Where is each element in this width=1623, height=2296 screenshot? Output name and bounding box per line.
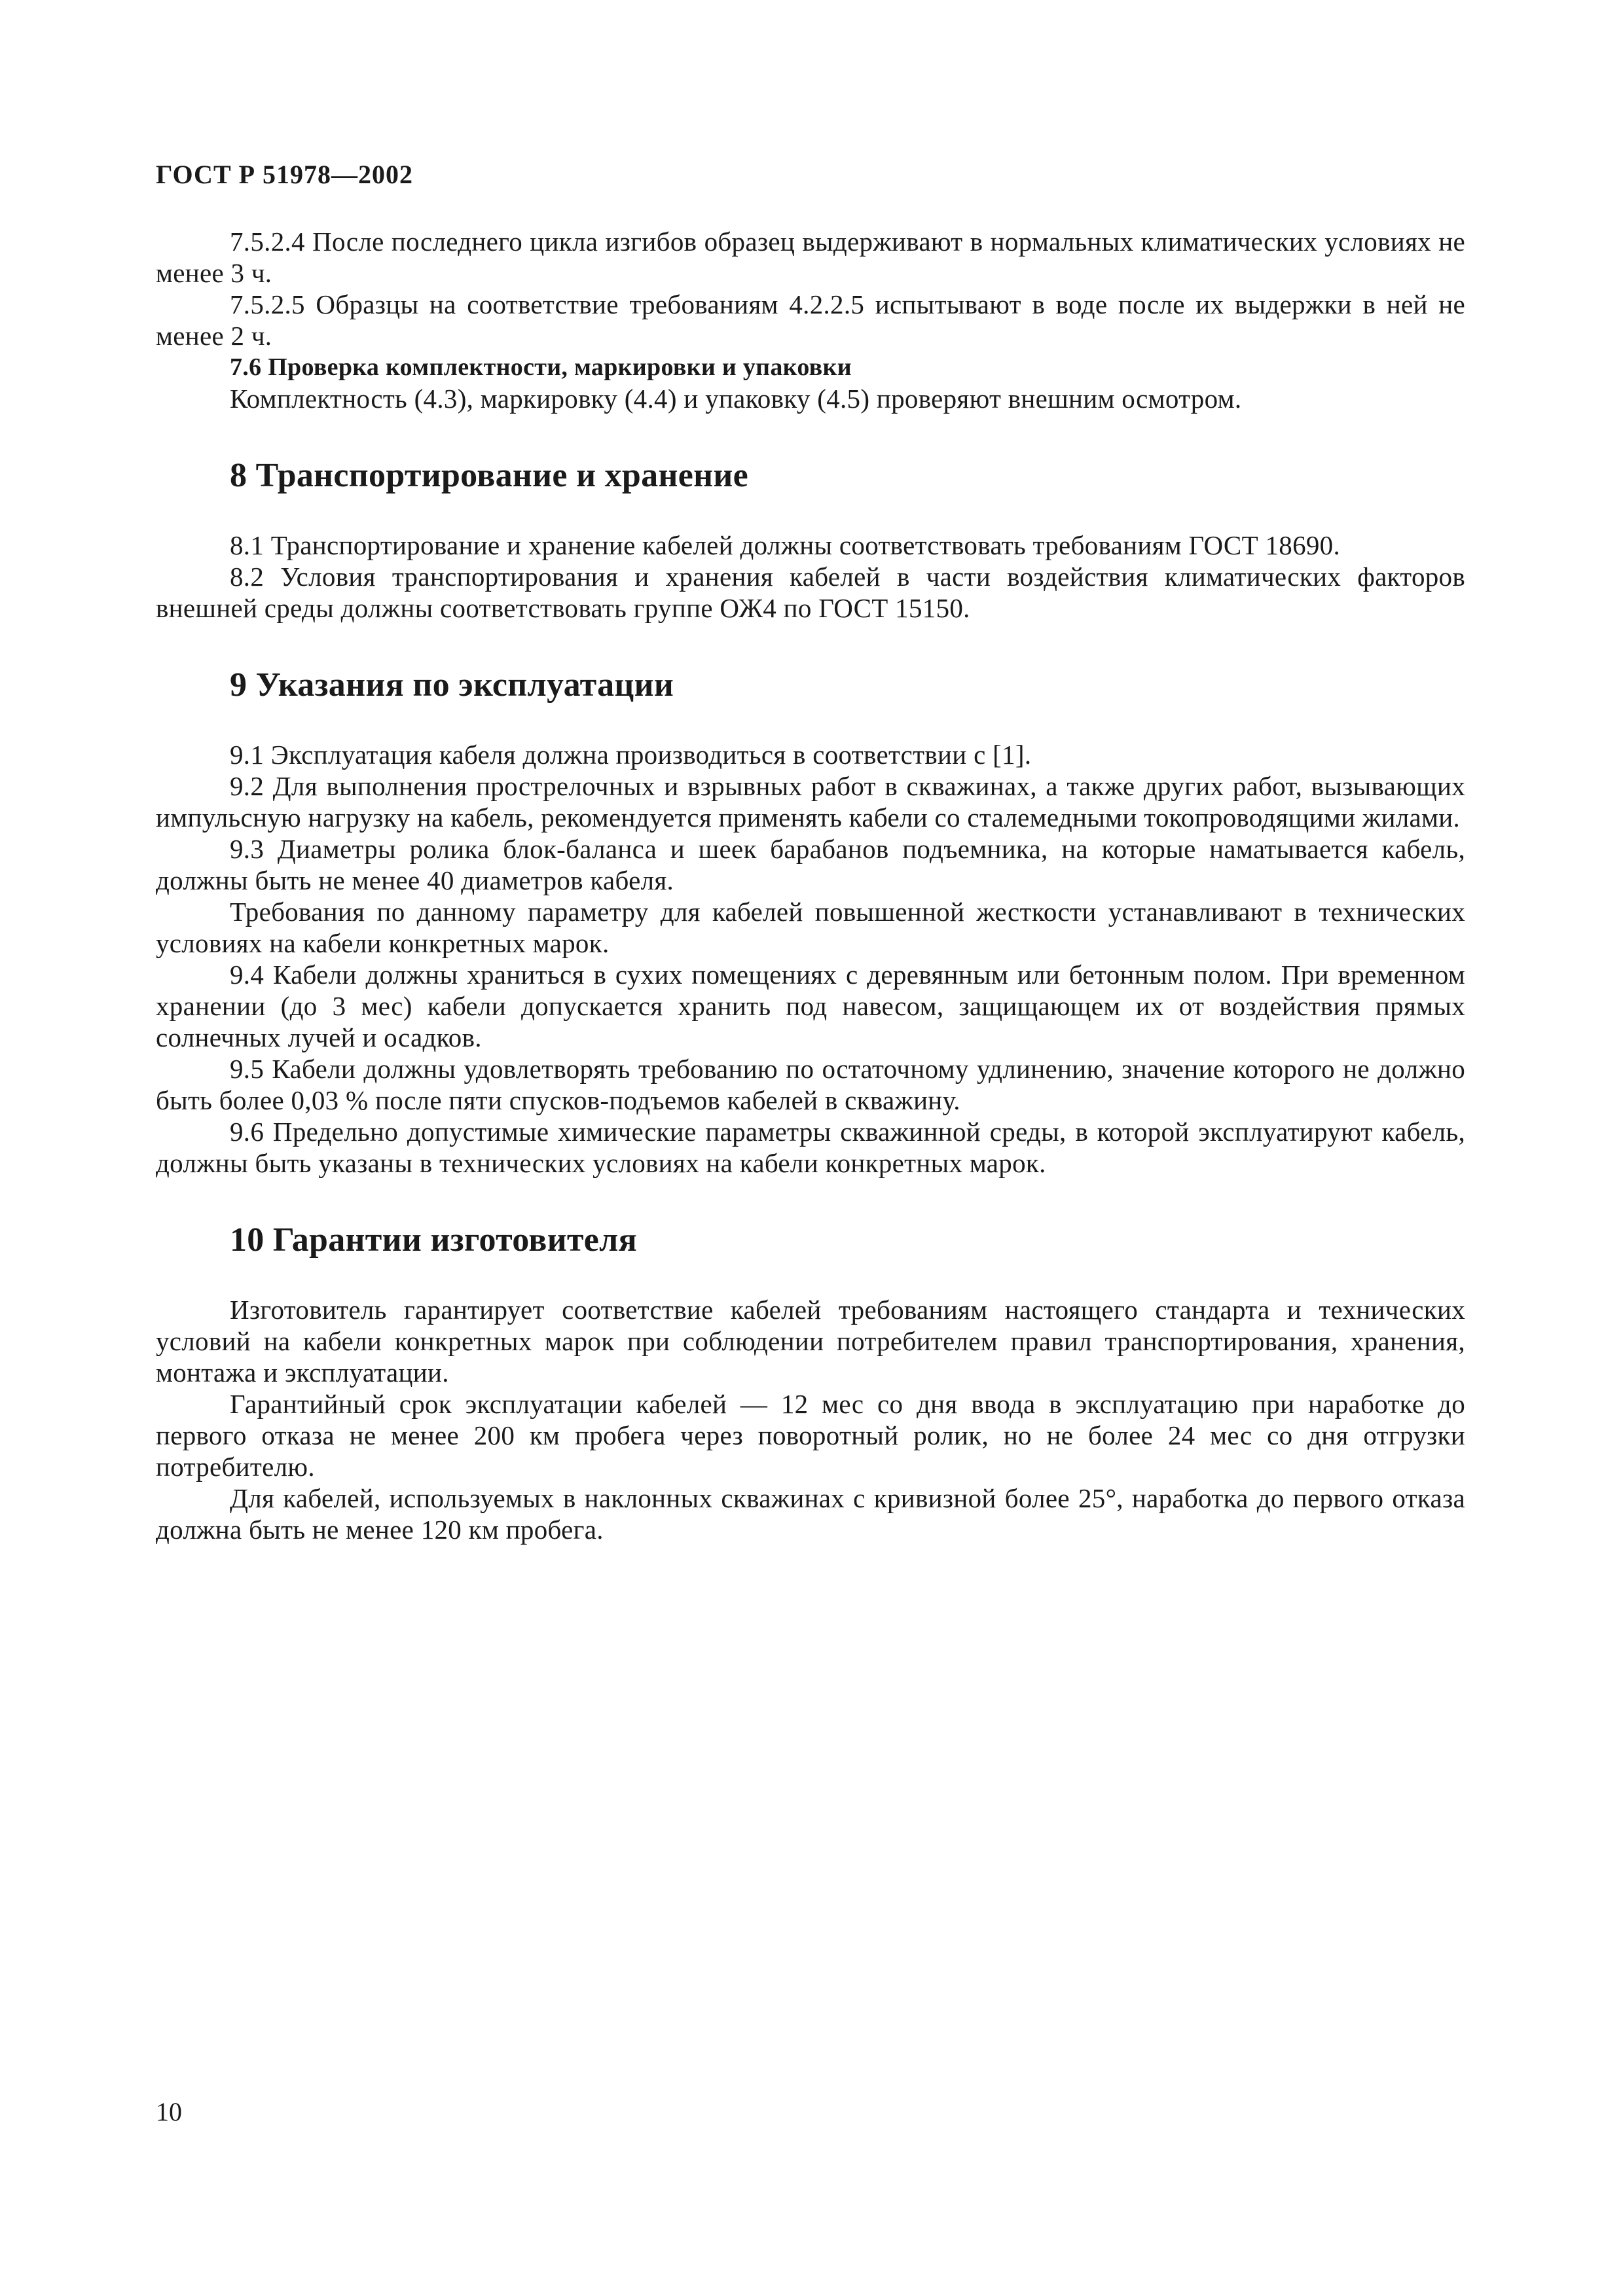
paragraph-8-2: 8.2 Условия транспортирования и хранения кабелей в части воздействия климатических факторов внешней среды должны соответствовать группе ОЖ4 по ГОСТ 15150. xyxy=(156,562,1465,623)
paragraph-7-6: Комплектность (4.3), маркировку (4.4) и упаковку (4.5) проверяют внешним осмотром. xyxy=(230,384,1242,414)
paragraph-7-5-2-4: 7.5.2.4 После последнего цикла изгибов образец выдерживают в нормальных климатических условиях не менее 3 ч. xyxy=(156,226,1465,288)
section-title-10: 10 Гарантии изготовителя xyxy=(230,1221,638,1259)
subsection-title-7-6: 7.6 Проверка комплектности, маркировки и упаковки xyxy=(230,353,852,381)
paragraph-9-4: 9.4 Кабели должны храниться в сухих помещениях с деревянным или бетонным полом. При временном хранении (до 3 мес) кабели допускается хранить под навесом, защищающем их от воздействия прямых солнечных лучей и осадков. xyxy=(156,960,1465,1052)
standard-code-header: ГОСТ Р 51978—2002 xyxy=(156,160,414,189)
document-body xyxy=(156,226,1465,1545)
page-number: 10 xyxy=(156,2097,182,2126)
paragraph-10-1: Изготовитель гарантирует соответствие кабелей требованиям настоящего стандарта и технических условий на кабели конкретных марок при соблюдении потребителем правил транспортирования, хранения, монтажа и эксплуатации. xyxy=(156,1295,1465,1388)
paragraph-8-1: 8.1 Транспортирование и хранение кабелей должны соответствовать требованиям ГОСТ 18690. xyxy=(230,530,1341,560)
paragraph-10-3: Для кабелей, используемых в наклонных скважинах с кривизной более 25°, наработка до первого отказа должна быть не менее 120 км пробега. xyxy=(156,1483,1465,1545)
section-title-8: 8 Транспортирование и хранение xyxy=(230,457,748,494)
paragraph-9-6: 9.6 Предельно допустимые химические параметры скважинной среды, в которой эксплуатируют кабель, должны быть указаны в технических условиях на кабели конкретных марок. xyxy=(156,1117,1465,1178)
paragraph-9-1: 9.1 Эксплуатация кабеля должна производиться в соответствии с [1]. xyxy=(230,740,1032,770)
paragraph-10-2: Гарантийный срок эксплуатации кабелей — 12 мес со дня ввода в эксплуатацию при наработке до первого отказа не менее 200 км пробега через поворотный ролик, но не более 24 мес со дня отгрузки потребителю. xyxy=(156,1389,1465,1482)
section-title-9: 9 Указания по эксплуатации xyxy=(230,666,674,704)
paragraph-7-5-2-5: 7.5.2.5 Образцы на соответствие требованиям 4.2.2.5 испытывают в воде после их выдержки в ней не менее 2 ч. xyxy=(156,289,1465,351)
paragraph-9-2: 9.2 Для выполнения прострелочных и взрывных работ в скважинах, а также других работ, вызывающих импульсную нагрузку на кабель, рекомендуется применять кабели со сталемедными токопроводящими жилами. xyxy=(156,771,1465,833)
paragraph-9-3: 9.3 Диаметры ролика блок-баланса и шеек барабанов подъемника, на которые наматывается кабель, должны быть не менее 40 диаметров кабеля. xyxy=(156,834,1465,895)
paragraph-9-3-note: Требования по данному параметру для кабелей повышенной жесткости устанавливают в технических условиях на кабели конкретных марок. xyxy=(156,897,1465,958)
paragraph-9-5: 9.5 Кабели должны удовлетворять требованию по остаточному удлинению, значение которого не должно быть более 0,03 % после пяти спусков-подъемов кабелей в скважину. xyxy=(156,1054,1465,1115)
